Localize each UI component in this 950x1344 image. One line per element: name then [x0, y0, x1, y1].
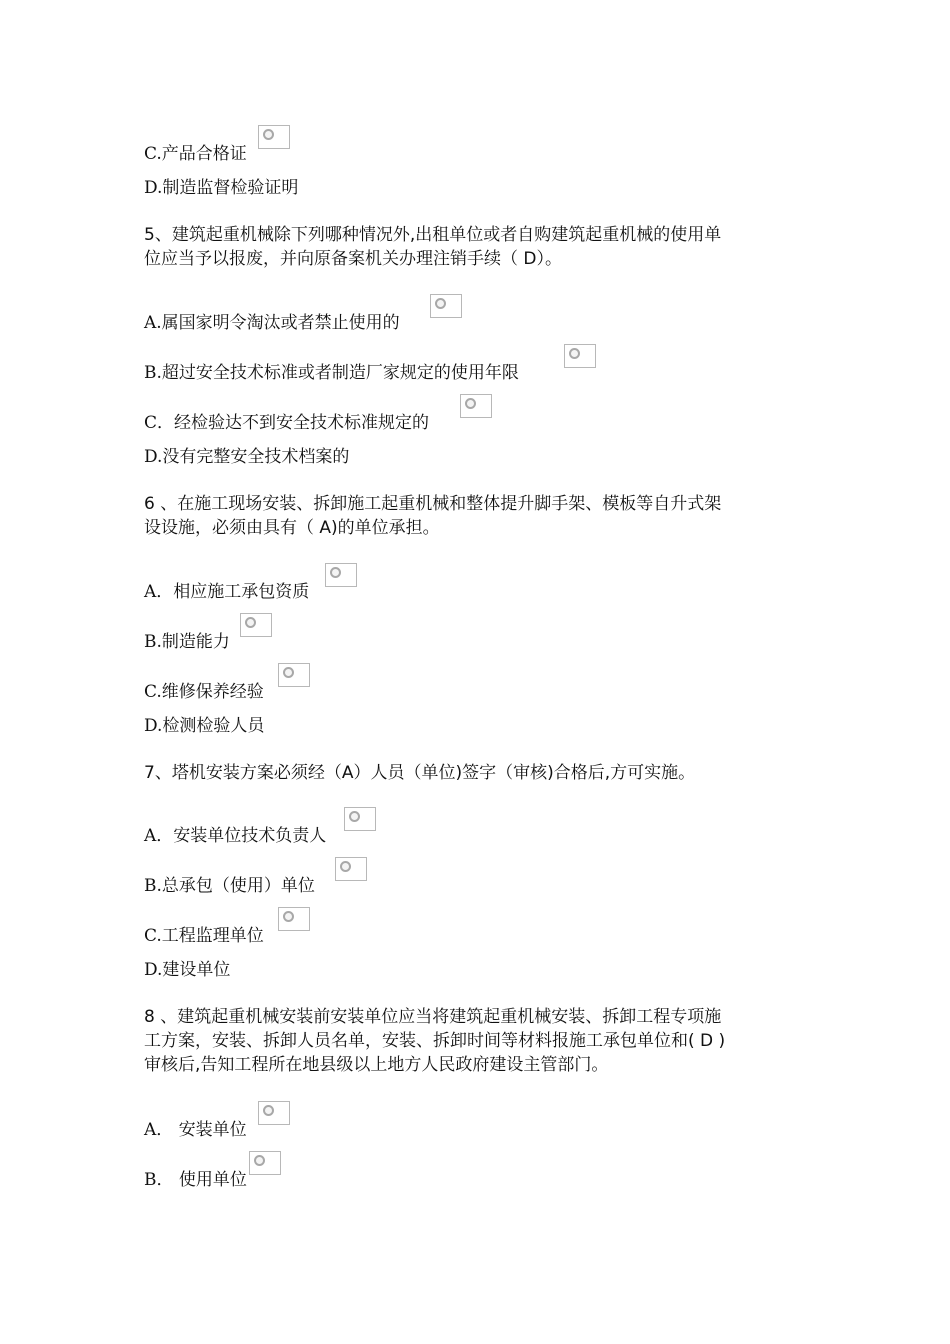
- q7-option-a-radio[interactable]: [344, 807, 376, 831]
- q7-option-d: [144, 959, 230, 981]
- option-label: D.检测检验人员: [144, 716, 265, 736]
- q7-option-b-radio[interactable]: [335, 857, 367, 881]
- radio-circle-icon: [569, 348, 580, 359]
- q4-option-c-radio[interactable]: [258, 125, 290, 149]
- radio-circle-icon: [340, 861, 351, 872]
- q7-question: [144, 761, 804, 785]
- radio-circle-icon: [349, 811, 360, 822]
- q8-option-b: [144, 1169, 247, 1191]
- q6-option-c-radio[interactable]: [278, 663, 310, 687]
- question-text: 工方案，安装、拆卸人员名单，安装、拆卸时间等材料报施工承包单位和( D ): [144, 1031, 726, 1051]
- option-label: A． 安装单位: [144, 1120, 247, 1140]
- q6-option-b-radio[interactable]: [240, 613, 272, 637]
- option-label: D.建设单位: [144, 960, 231, 980]
- option-label: B.制造能力: [144, 632, 230, 652]
- question-text: 审核后,告知工程所在地县级以上地方人民政府建设主管部门。: [144, 1055, 609, 1075]
- radio-circle-icon: [283, 911, 294, 922]
- question-text: 6 、在施工现场安装、拆卸施工起重机械和整体提升脚手架、模板等自升式架: [144, 494, 722, 514]
- q4-option-d: [144, 177, 298, 199]
- q8-option-a: [144, 1119, 247, 1141]
- option-label: A．相应施工承包资质: [144, 582, 310, 602]
- q7-option-a: [144, 825, 326, 847]
- radio-circle-icon: [465, 398, 476, 409]
- radio-circle-icon: [263, 1105, 274, 1116]
- q8-option-a-radio[interactable]: [258, 1101, 290, 1125]
- question-text: 8 、建筑起重机械安装前安装单位应当将建筑起重机械安装、拆卸工程专项施: [144, 1007, 722, 1027]
- q7-option-b: [144, 875, 315, 897]
- q8-question: [144, 1005, 804, 1077]
- q5-option-d: [144, 446, 349, 468]
- q6-option-a-radio[interactable]: [325, 563, 357, 587]
- option-label: B.总承包（使用）单位: [144, 876, 315, 896]
- q5-option-a: [144, 312, 400, 334]
- radio-circle-icon: [330, 567, 341, 578]
- q6-option-d: [144, 715, 264, 737]
- question-text: 5、建筑起重机械除下列哪种情况外,出租单位或者自购建筑起重机械的使用单: [144, 225, 722, 245]
- option-label: D.制造监督检验证明: [144, 178, 299, 198]
- option-label: B． 使用单位: [144, 1170, 247, 1190]
- option-label: B.超过安全技术标准或者制造厂家规定的使用年限: [144, 363, 519, 383]
- radio-circle-icon: [245, 617, 256, 628]
- option-label: D.没有完整安全技术档案的: [144, 447, 350, 467]
- option-label: A.属国家明令淘汰或者禁止使用的: [144, 313, 400, 333]
- radio-circle-icon: [435, 298, 446, 309]
- q5-option-b: [144, 362, 519, 384]
- q6-option-b: [144, 631, 230, 653]
- q5-option-a-radio[interactable]: [430, 294, 462, 318]
- question-text: 7、塔机安装方案必须经（A）人员（单位)签字（审核)合格后,方可实施。: [144, 763, 696, 783]
- q5-option-c: [144, 412, 429, 434]
- option-label: C.产品合格证: [144, 144, 247, 164]
- question-text: 设设施，必须由具有（ A)的单位承担。: [144, 518, 440, 538]
- q7-option-c-radio[interactable]: [278, 907, 310, 931]
- radio-circle-icon: [254, 1155, 265, 1166]
- q5-option-b-radio[interactable]: [564, 344, 596, 368]
- q6-option-a: [144, 581, 309, 603]
- option-label: C.工程监理单位: [144, 926, 264, 946]
- q4-option-c: [144, 143, 247, 165]
- q7-option-c: [144, 925, 264, 947]
- radio-circle-icon: [263, 129, 274, 140]
- option-label: C．经检验达不到安全技术标准规定的: [144, 413, 430, 433]
- q8-option-b-radio[interactable]: [249, 1151, 281, 1175]
- q6-question: [144, 492, 804, 540]
- question-text: 位应当予以报废，并向原备案机关办理注销手续（ D）。: [144, 249, 562, 269]
- q6-option-c: [144, 681, 264, 703]
- option-label: A．安装单位技术负责人: [144, 826, 327, 846]
- q5-question: [144, 223, 804, 271]
- radio-circle-icon: [283, 667, 294, 678]
- q5-option-c-radio[interactable]: [460, 394, 492, 418]
- option-label: C.维修保养经验: [144, 682, 264, 702]
